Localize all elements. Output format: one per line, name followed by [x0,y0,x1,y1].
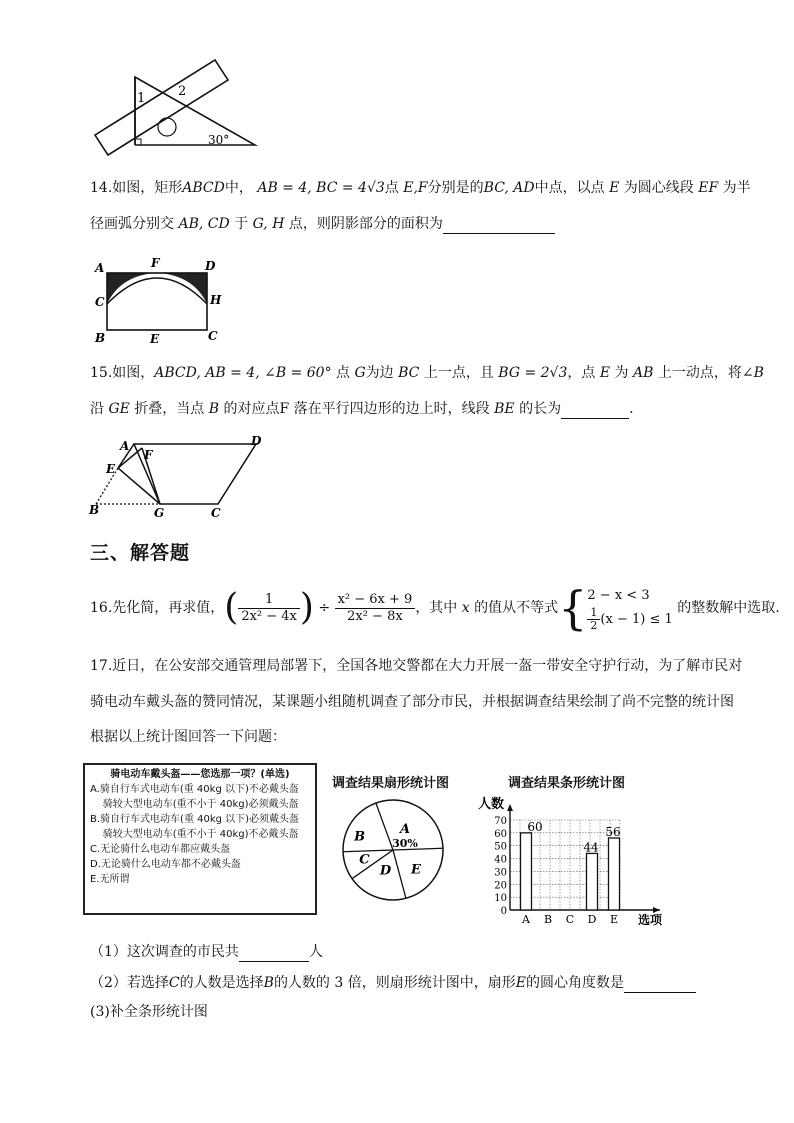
y-axis-arrow [507,804,513,811]
q15-text: 如图， [112,365,155,381]
q17-sub2-text: 的圆心角度数是 [525,975,624,991]
q17-sub2 [90,973,696,993]
point-f-label: F [144,448,153,462]
pie-chart-title: 调查结果扇形统计图 [332,776,450,791]
y-tick-40: 40 [494,854,507,866]
q15-ab: AB [632,365,654,381]
q16-number: 16. [90,600,113,616]
bar-d [587,853,598,910]
y-tick-0: 0 [500,906,507,917]
survey-option-b1: B.骑自行车式电动车(重 40kg 以下)必须戴头盔 [90,814,300,825]
bar-chart [470,792,670,927]
q16-text: 的值从不等式 [474,600,559,616]
point-g-label: C [95,295,105,309]
point-d-label: D [205,259,216,273]
q15-bc: BC [398,365,420,381]
pie-label-c: C [359,852,370,868]
point-e-label: E [150,332,160,346]
q16-text: 先化简，再求值， [112,600,225,616]
q17-sub2-c: C [168,975,180,991]
q17-line2: 骑电动车戴头盔的赞同情况，某课题小组随机调查了部分市民，并根据调查结果绘制了尚不完整的统计图 [90,694,734,710]
q14-ef2: EF [698,180,719,196]
survey-option-e: E.无所谓 [90,874,130,885]
q17-sub2-b: B [263,975,274,991]
q16-line [90,580,780,636]
q14-text: 中， [224,180,253,196]
point-e-label: E [106,462,116,476]
q14-line1 [90,178,751,198]
y-tick-60: 60 [494,828,507,840]
x-axis-label: 选项 [638,913,663,927]
pie-label-d: D [379,863,392,879]
q14-text: 为半 [722,180,751,196]
q15-text: 上一动点，将∠ [657,365,754,381]
figure-q14 [90,254,230,346]
pie-value-label-a: 30% [392,837,418,851]
paren-open: ( [224,587,239,628]
q15-text: 沿 [90,401,104,417]
q15-e: E [599,365,611,381]
pie-chart [338,795,448,905]
q15-bg: BG = 2√3 [498,365,568,381]
bar-e [609,838,620,910]
figure-q15 [86,432,276,522]
point-f-label: F [151,256,160,270]
point-a-label: A [95,261,105,275]
point-g-label: G [154,506,165,520]
triangle [135,77,255,145]
bar-value-label-e: 56 [605,825,621,839]
y-tick-50: 50 [494,841,507,853]
q16-text: ，其中 [415,600,458,616]
pie-label-b: B [354,829,366,845]
point-d-label: D [251,434,262,448]
q17-sub1 [90,942,323,962]
q15-text: ，点 [567,365,596,381]
q17-sub2-text: （2）若选择 [90,975,169,991]
q17-sub1-blank[interactable] [239,961,309,962]
q14-text: 点，则阴影部分的面积为 [288,216,443,232]
right-angle-mark [135,139,141,145]
point-b-label: B [89,503,100,517]
q15-answer-blank[interactable] [561,418,629,419]
q17-sub1-text: （1）这次调查的市民共 [90,944,239,960]
x-tick-c: C [565,913,575,926]
q15-number: 15. [90,365,113,381]
y-tick-70: 70 [494,816,507,827]
q16-x: x [461,600,470,616]
q15-text: 折叠，当点 [134,401,205,417]
q14-rect: ABCD [182,180,225,196]
pie-label-e: E [411,862,421,878]
q15-ge: GE [108,401,130,417]
y-tick-30: 30 [494,867,507,879]
fraction-1 [238,592,300,625]
y-tick-10: 10 [494,893,507,905]
q16-text: 的整数解中选取. [677,600,780,616]
q17-sub2-blank[interactable] [624,992,696,993]
q15-be: BE [494,401,515,417]
q15-text: 点 [336,365,351,381]
q14-text: 中点，以点 [534,180,605,196]
q15-line1 [90,363,764,383]
q15-text: 为边 [365,365,394,381]
q14-abcd: AB, CD [178,216,230,232]
q14-text: 径画弧分别交 [90,216,174,232]
half-fraction [587,607,600,632]
q17-sub2-text: 的人数是选择 [179,975,264,991]
fraction-2-numerator: x² − 6x + 9 [335,592,416,609]
q15-line2: 沿 GE 折叠，当点 B 的对应点F 落在平行四边形的边上时，线段 BE 的长为 . [90,401,634,417]
paren-close: ) [299,587,314,628]
q15-g: G [354,365,366,381]
point-c-label: C [211,506,221,520]
q14-gh: G, H [252,216,285,232]
q15-text: 的对应点F 落在平行四边形的边上时，线段 [223,401,490,417]
q14-text: 分别是的 [427,180,484,196]
q14-line2 [90,214,555,234]
survey-option-c: C.无论骑什么电动车都应戴头盔 [90,844,231,855]
q15-text: 为 [614,365,629,381]
q14-text: 为圆心线段 [623,180,694,196]
half-denominator: 2 [590,618,598,632]
survey-option-d: D.无论骑什么电动车都不必戴头盔 [90,859,241,870]
brace: { [558,581,588,635]
fraction-2-denominator: 2x² − 8x [347,608,403,624]
q15-b: B [753,365,764,381]
q14-text: 如图，矩形 [112,180,183,196]
q14-ef: E,F [403,180,428,196]
q15-text: 上一点，且 [423,365,494,381]
q14-e: E [609,180,620,196]
q14-text: 于 [234,216,249,232]
survey-question-box [83,763,317,915]
y-axis-label: 人数 [478,797,505,812]
q17-sub3: (3)补全条形统计图 [90,1004,208,1020]
figure-q13 [90,55,270,160]
half-numerator: 1 [587,607,600,620]
q17-sub2-e: E [515,975,526,991]
angle-2-label: 2 [178,84,187,99]
fraction-2 [335,592,416,625]
q14-given: AB = 4, BC = 4√3 [257,180,385,196]
q14-number: 14. [90,180,113,196]
q14-text: 点 [384,180,399,196]
bar-value-label-d: 44 [583,840,599,855]
point-h-label: H [210,293,222,307]
bar-a [521,833,532,910]
inequality-2-text: (x − 1) ≤ 1 [600,611,673,627]
q15-b2: B [208,401,220,417]
angle-1-label: 1 [137,91,146,106]
q17-sub2-text: 的人数的 3 倍，则扇形统计图中，扇形 [273,975,516,991]
q14-bcad: BC, AD [483,180,535,196]
q15-text: 的长为 [519,401,562,417]
survey-title: 骑电动车戴头盔——您选那一项？(单选) [110,769,290,780]
survey-option-b2: 骑较大型电动车(重不小于 40kg)不必戴头盔 [90,829,299,840]
y-tick-20: 20 [494,880,507,892]
q14-answer-blank[interactable] [443,233,555,234]
q17-line1: 17.近日，在公安部交通管理局部署下，全国各地交警都在大力开展一盔一带安全守护行动，为了解市民对 [90,658,743,674]
inequality-1: 2 − x < 3 [587,587,650,603]
point-a-label: A [120,439,130,453]
fraction-1-numerator: 1 [238,592,300,609]
x-tick-e: E [609,913,619,926]
inequality-system [587,585,672,632]
inequality-2 [587,607,672,632]
angle-30-label: 30° [208,133,230,147]
q15-para: ABCD, AB = 4, ∠B = 60° [154,365,332,381]
point-b-label: B [95,331,106,345]
survey-option-a2: 骑较大型电动车(重不小于 40kg)必须戴头盔 [90,799,299,810]
q17-line3: 根据以上统计图回答一下问题： [90,729,286,745]
bar-chart-title: 调查结果条形统计图 [508,776,626,791]
point-c-label: C [208,329,218,343]
pie-label-a: A [399,822,411,838]
divide-sign: ÷ [318,600,331,616]
fraction-1-denominator: 2x² − 4x [241,608,297,624]
q17-sub1-unit: 人 [308,944,323,960]
section-title: 三、解答题 [90,542,191,564]
x-tick-b: B [543,913,553,926]
x-tick-d: D [587,913,597,926]
angle-arc [158,118,176,136]
survey-option-a1: A.骑自行车式电动车(重 40kg 以下)不必戴头盔 [90,784,299,795]
x-tick-a: A [522,913,530,926]
bar-value-label-a: 60 [527,819,543,834]
